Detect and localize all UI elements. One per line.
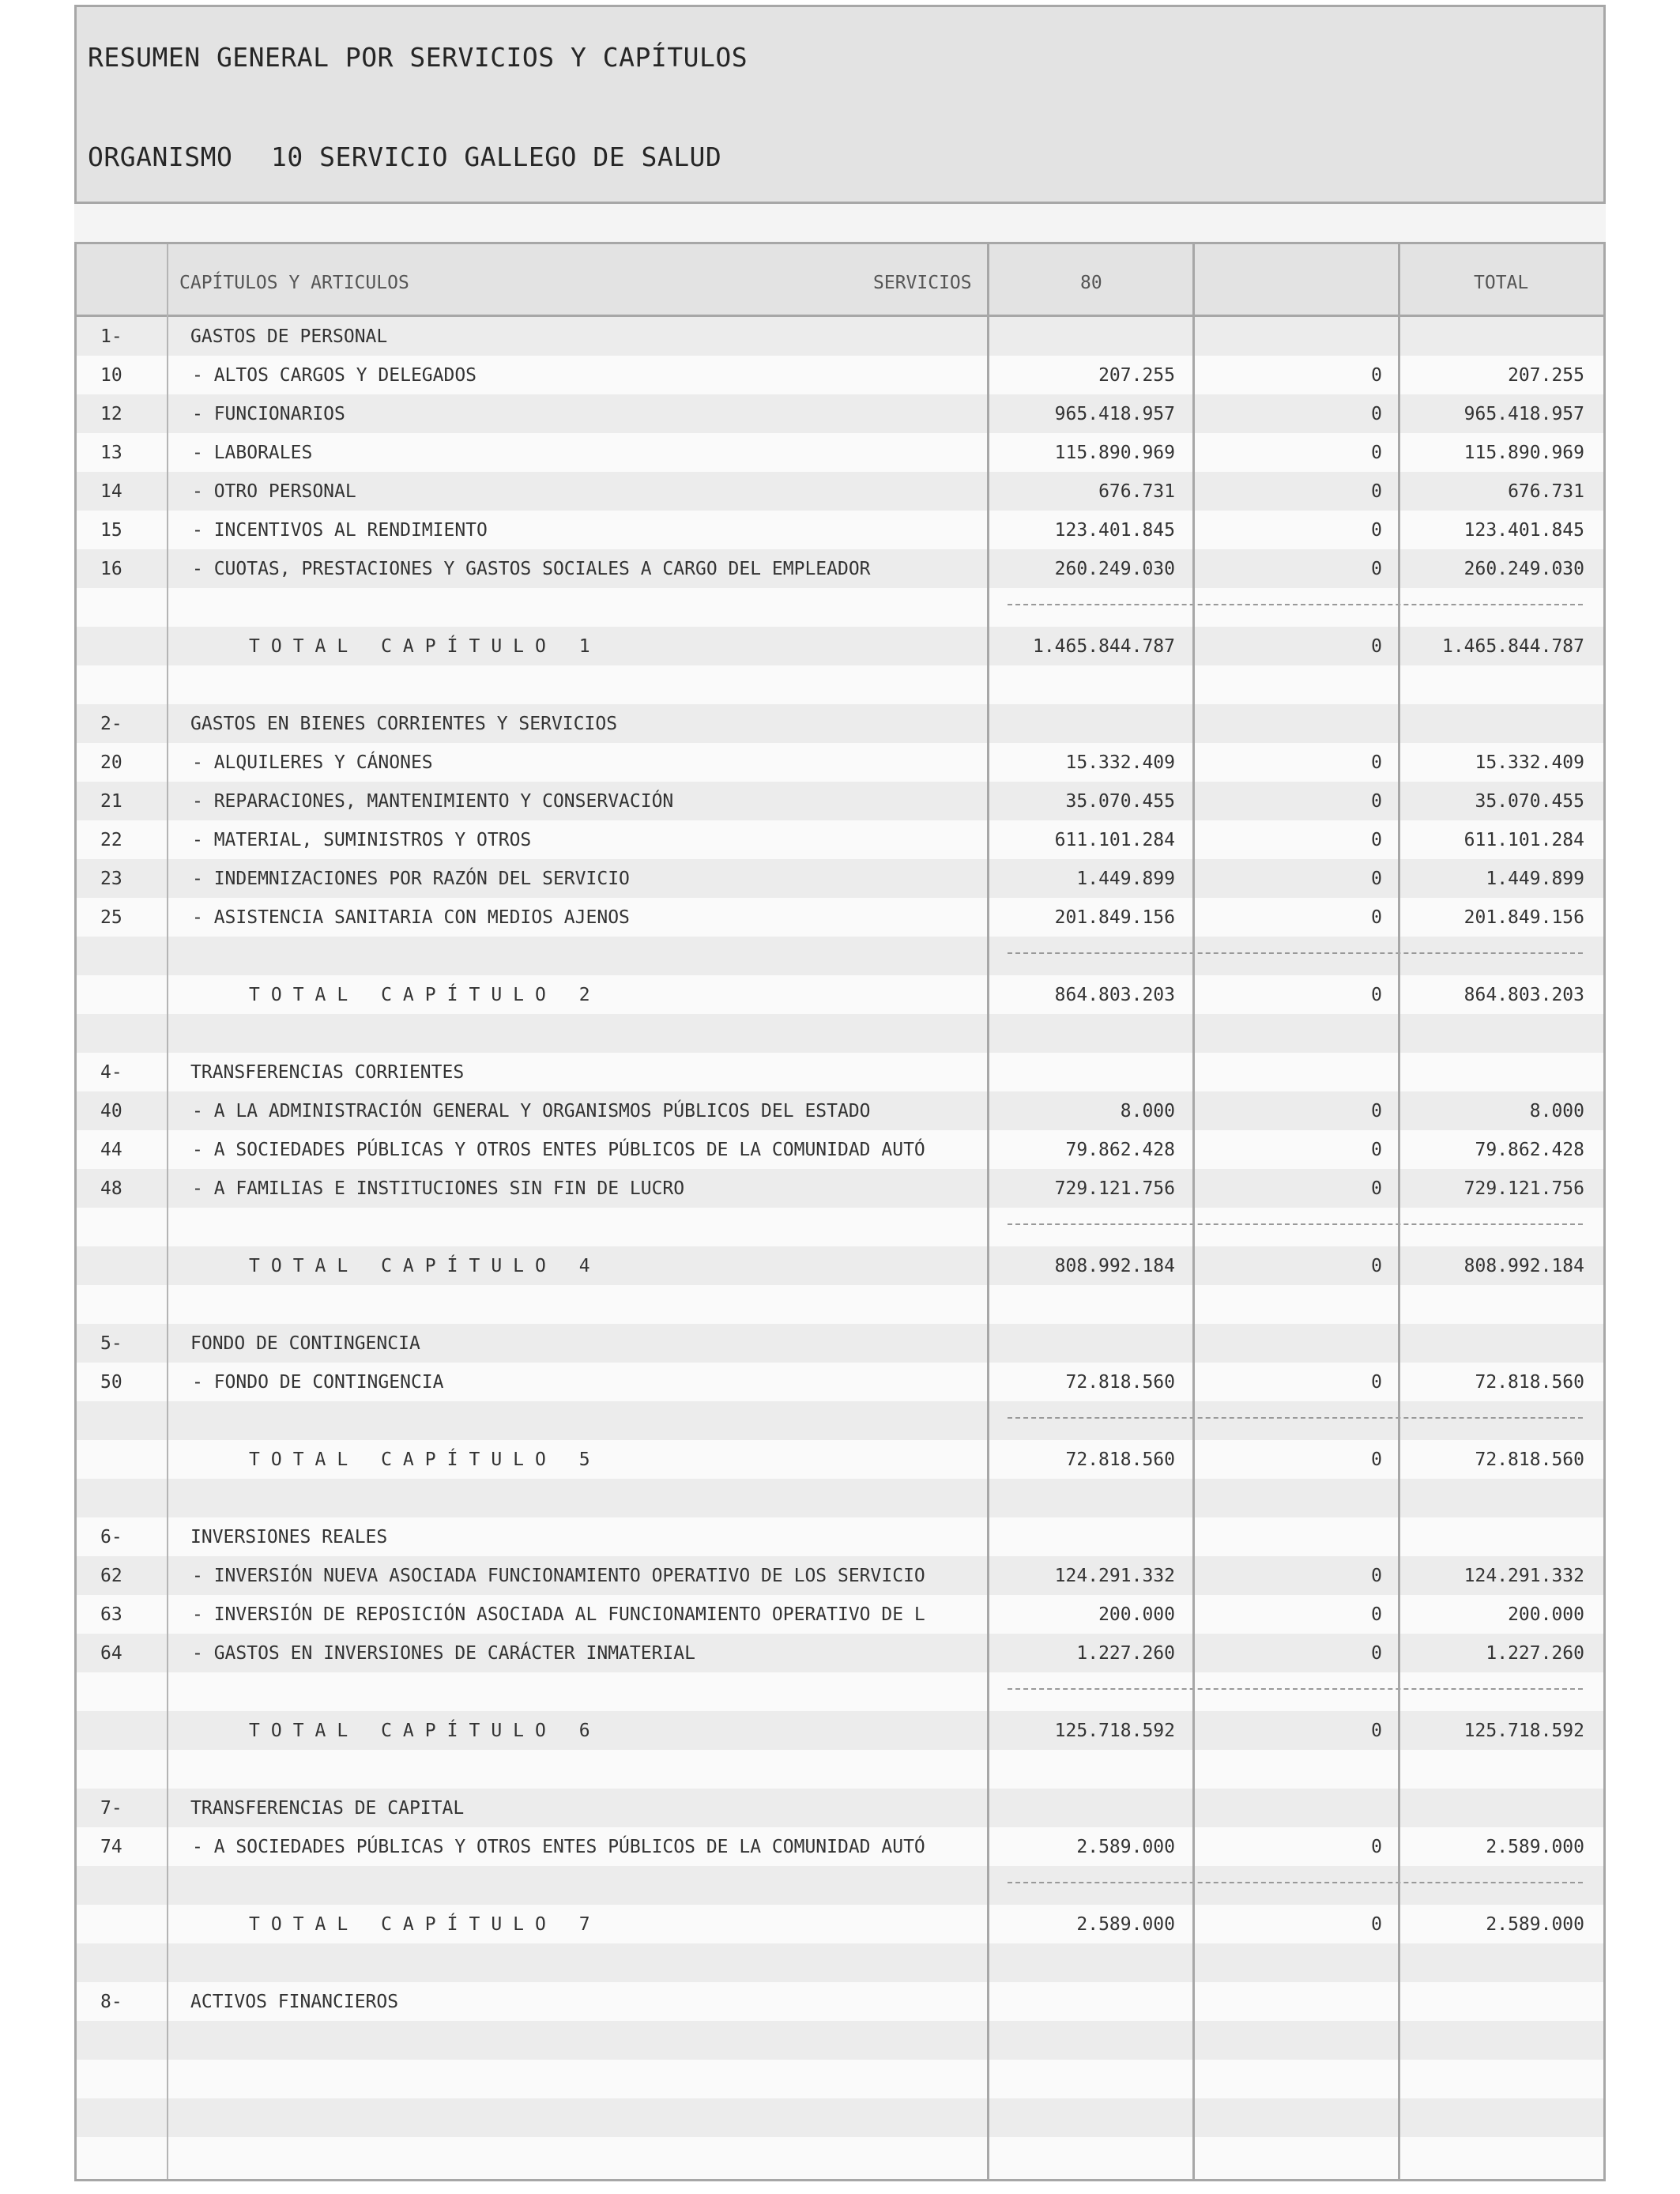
value-empty-service: 0 [1371, 1101, 1382, 1122]
total-empty-service: 0 [1371, 1256, 1382, 1276]
chapter-code: 7- [100, 1798, 122, 1819]
total-empty-service: 0 [1371, 1914, 1382, 1935]
budget-table [74, 242, 1606, 2181]
value-service-80: 201.849.156 [1054, 907, 1175, 928]
total-service-80: 808.992.184 [1054, 1256, 1175, 1276]
article-code: 63 [100, 1604, 122, 1625]
subtotal-separator-row [77, 937, 1603, 975]
article-description: - ALTOS CARGOS Y DELEGADOS [192, 365, 477, 386]
value-service-80: 124.291.332 [1054, 1566, 1175, 1586]
value-service-80: 200.000 [1098, 1604, 1175, 1625]
chapter-total-label: TOTAL CAPÍTULO 4 [249, 1256, 601, 1276]
column-divider [987, 244, 989, 2179]
value-empty-service: 0 [1371, 791, 1382, 812]
total-empty-service: 0 [1371, 1449, 1382, 1470]
article-code: 16 [100, 559, 122, 579]
value-service-80: 1.227.260 [1076, 1643, 1175, 1664]
value-empty-service: 0 [1371, 481, 1382, 502]
total-empty-service: 0 [1371, 636, 1382, 657]
article-code: 21 [100, 791, 122, 812]
column-header-row [77, 244, 1603, 317]
column-header-capitulos: CAPÍTULOS Y ARTICULOS [179, 273, 409, 293]
table-row [77, 1595, 1603, 1634]
chapter-row [77, 1789, 1603, 1827]
chapter-total-row [77, 1246, 1603, 1285]
value-total: 965.418.957 [1463, 404, 1584, 424]
article-description: - MATERIAL, SUMINISTROS Y OTROS [192, 830, 532, 850]
table-row [77, 1169, 1603, 1208]
article-description: - INDEMNIZACIONES POR RAZÓN DEL SERVICIO [192, 869, 630, 889]
value-service-80: 2.589.000 [1076, 1837, 1175, 1857]
chapter-title: GASTOS EN BIENES CORRIENTES Y SERVICIOS [190, 714, 618, 734]
value-service-80: 965.418.957 [1054, 404, 1175, 424]
value-total: 260.249.030 [1463, 559, 1584, 579]
article-description: - A FAMILIAS E INSTITUCIONES SIN FIN DE LUCRO [192, 1178, 685, 1199]
blank-row [77, 2098, 1603, 2137]
column-header-servicios: SERVICIOS [873, 273, 972, 293]
value-empty-service: 0 [1371, 520, 1382, 541]
value-empty-service: 0 [1371, 404, 1382, 424]
article-code: 74 [100, 1837, 122, 1857]
chapter-title: TRANSFERENCIAS CORRIENTES [190, 1062, 465, 1083]
article-code: 44 [100, 1140, 122, 1160]
chapter-row [77, 1982, 1603, 2021]
value-total: 1.449.899 [1486, 869, 1584, 889]
value-empty-service: 0 [1371, 869, 1382, 889]
value-service-80: 729.121.756 [1054, 1178, 1175, 1199]
value-total: 79.862.428 [1475, 1140, 1584, 1160]
article-description: - INVERSIÓN DE REPOSICIÓN ASOCIADA AL FUNCIONAMIENTO OPERATIVO DE L [192, 1604, 925, 1625]
subtotal-separator-row [77, 1208, 1603, 1246]
total-value: 72.818.560 [1475, 1449, 1584, 1470]
column-header-80: 80 [1080, 273, 1102, 293]
value-empty-service: 0 [1371, 559, 1382, 579]
blank-row [77, 1750, 1603, 1789]
chapter-total-label: TOTAL CAPÍTULO 6 [249, 1721, 601, 1741]
blank-row [77, 1943, 1603, 1982]
value-service-80: 611.101.284 [1054, 830, 1175, 850]
dashed-separator [1008, 1417, 1583, 1419]
column-divider [1398, 244, 1400, 2179]
article-description: - INVERSIÓN NUEVA ASOCIADA FUNCIONAMIENTO OPERATIVO DE LOS SERVICIO [192, 1566, 925, 1586]
organismo-label: ORGANISMO [88, 141, 233, 172]
value-service-80: 8.000 [1120, 1101, 1175, 1122]
article-code: 48 [100, 1178, 122, 1199]
total-value: 864.803.203 [1463, 985, 1584, 1005]
article-description: - ALQUILERES Y CÁNONES [192, 752, 433, 773]
article-code: 40 [100, 1101, 122, 1122]
table-row [77, 820, 1603, 859]
chapter-total-label: TOTAL CAPÍTULO 7 [249, 1914, 601, 1935]
table-row [77, 511, 1603, 549]
chapter-total-row [77, 975, 1603, 1014]
blank-row [77, 1014, 1603, 1053]
article-code: 23 [100, 869, 122, 889]
blank-row [77, 1479, 1603, 1517]
value-service-80: 15.332.409 [1065, 752, 1175, 773]
article-description: - ASISTENCIA SANITARIA CON MEDIOS AJENOS [192, 907, 630, 928]
article-description: - OTRO PERSONAL [192, 481, 356, 502]
column-divider [1192, 244, 1195, 2179]
blank-row [77, 2021, 1603, 2060]
table-row [77, 743, 1603, 782]
chapter-title: TRANSFERENCIAS DE CAPITAL [190, 1798, 465, 1819]
value-total: 8.000 [1529, 1101, 1584, 1122]
value-service-80: 35.070.455 [1065, 791, 1175, 812]
chapter-row [77, 317, 1603, 356]
total-empty-service: 0 [1371, 1721, 1382, 1741]
column-divider [167, 244, 168, 2179]
value-empty-service: 0 [1371, 1566, 1382, 1586]
dashed-separator [1008, 604, 1583, 605]
article-description: - FONDO DE CONTINGENCIA [192, 1372, 444, 1393]
organismo-value: 10 SERVICIO GALLEGO DE SALUD [271, 141, 722, 172]
table-row [77, 782, 1603, 820]
report-title: RESUMEN GENERAL POR SERVICIOS Y CAPÍTULOS [88, 42, 748, 73]
chapter-total-row [77, 1905, 1603, 1943]
dashed-separator [1008, 1223, 1583, 1225]
article-description: - GASTOS EN INVERSIONES DE CARÁCTER INMATERIAL [192, 1643, 695, 1664]
value-total: 201.849.156 [1463, 907, 1584, 928]
blank-row [77, 2060, 1603, 2098]
value-empty-service: 0 [1371, 1140, 1382, 1160]
article-code: 14 [100, 481, 122, 502]
value-total: 676.731 [1508, 481, 1584, 502]
value-empty-service: 0 [1371, 1178, 1382, 1199]
total-value: 2.589.000 [1486, 1914, 1584, 1935]
article-description: - LABORALES [192, 443, 313, 463]
total-value: 1.465.844.787 [1441, 636, 1584, 657]
value-empty-service: 0 [1371, 1643, 1382, 1664]
total-service-80: 125.718.592 [1054, 1721, 1175, 1741]
value-total: 115.890.969 [1463, 443, 1584, 463]
header-spacer [74, 204, 1606, 242]
table-row [77, 549, 1603, 588]
chapter-code: 2- [100, 714, 122, 734]
table-row [77, 1091, 1603, 1130]
total-value: 125.718.592 [1463, 1721, 1584, 1741]
value-empty-service: 0 [1371, 1837, 1382, 1857]
value-empty-service: 0 [1371, 365, 1382, 386]
chapter-row [77, 704, 1603, 743]
chapter-code: 6- [100, 1527, 122, 1547]
chapter-title: FONDO DE CONTINGENCIA [190, 1333, 420, 1354]
article-code: 10 [100, 365, 122, 386]
subtotal-separator-row [77, 1401, 1603, 1440]
value-total: 35.070.455 [1475, 791, 1584, 812]
table-body [77, 317, 1603, 2176]
chapter-title: INVERSIONES REALES [190, 1527, 388, 1547]
value-service-80: 207.255 [1098, 365, 1175, 386]
value-total: 123.401.845 [1463, 520, 1584, 541]
blank-row [77, 665, 1603, 704]
article-code: 22 [100, 830, 122, 850]
value-service-80: 72.818.560 [1065, 1372, 1175, 1393]
value-empty-service: 0 [1371, 752, 1382, 773]
value-service-80: 123.401.845 [1054, 520, 1175, 541]
chapter-total-row [77, 1711, 1603, 1750]
table-row [77, 1363, 1603, 1401]
chapter-total-label: TOTAL CAPÍTULO 1 [249, 636, 601, 657]
value-total: 207.255 [1508, 365, 1584, 386]
chapter-total-row [77, 1440, 1603, 1479]
total-service-80: 2.589.000 [1076, 1914, 1175, 1935]
table-row [77, 472, 1603, 511]
chapter-code: 1- [100, 326, 122, 347]
value-total: 611.101.284 [1463, 830, 1584, 850]
blank-row [77, 2137, 1603, 2176]
article-description: - REPARACIONES, MANTENIMIENTO Y CONSERVACIÓN [192, 791, 674, 812]
value-total: 2.589.000 [1486, 1837, 1584, 1857]
article-code: 25 [100, 907, 122, 928]
value-total: 1.227.260 [1486, 1643, 1584, 1664]
value-total: 124.291.332 [1463, 1566, 1584, 1586]
article-code: 12 [100, 404, 122, 424]
subtotal-separator-row [77, 1672, 1603, 1711]
value-service-80: 79.862.428 [1065, 1140, 1175, 1160]
chapter-row [77, 1324, 1603, 1363]
subtotal-separator-row [77, 588, 1603, 627]
article-description: - FUNCIONARIOS [192, 404, 345, 424]
article-code: 15 [100, 520, 122, 541]
total-empty-service: 0 [1371, 985, 1382, 1005]
chapter-total-row [77, 627, 1603, 665]
value-service-80: 115.890.969 [1054, 443, 1175, 463]
dashed-separator [1008, 952, 1583, 954]
table-row [77, 898, 1603, 937]
value-empty-service: 0 [1371, 1604, 1382, 1625]
blank-row [77, 1285, 1603, 1324]
article-description: - A SOCIEDADES PÚBLICAS Y OTROS ENTES PÚBLICOS DE LA COMUNIDAD AUTÓ [192, 1837, 925, 1857]
value-total: 72.818.560 [1475, 1372, 1584, 1393]
table-row [77, 356, 1603, 394]
value-empty-service: 0 [1371, 443, 1382, 463]
total-service-80: 1.465.844.787 [1032, 636, 1175, 657]
chapter-title: ACTIVOS FINANCIEROS [190, 1992, 399, 2012]
report-header [74, 5, 1606, 204]
article-code: 64 [100, 1643, 122, 1664]
article-code: 13 [100, 443, 122, 463]
value-service-80: 1.449.899 [1076, 869, 1175, 889]
table-row [77, 1634, 1603, 1672]
article-description: - A SOCIEDADES PÚBLICAS Y OTROS ENTES PÚBLICOS DE LA COMUNIDAD AUTÓ [192, 1140, 925, 1160]
value-total: 200.000 [1508, 1604, 1584, 1625]
column-header-total: TOTAL [1474, 273, 1529, 293]
chapter-code: 8- [100, 1992, 122, 2012]
chapter-row [77, 1053, 1603, 1091]
chapter-row [77, 1517, 1603, 1556]
dashed-separator [1008, 1882, 1583, 1883]
value-empty-service: 0 [1371, 907, 1382, 928]
value-total: 729.121.756 [1463, 1178, 1584, 1199]
chapter-code: 4- [100, 1062, 122, 1083]
value-service-80: 260.249.030 [1054, 559, 1175, 579]
total-value: 808.992.184 [1463, 1256, 1584, 1276]
article-code: 50 [100, 1372, 122, 1393]
article-description: - INCENTIVOS AL RENDIMIENTO [192, 520, 488, 541]
value-empty-service: 0 [1371, 830, 1382, 850]
article-description: - A LA ADMINISTRACIÓN GENERAL Y ORGANISMOS PÚBLICOS DEL ESTADO [192, 1101, 871, 1122]
article-code: 62 [100, 1566, 122, 1586]
value-total: 15.332.409 [1475, 752, 1584, 773]
table-row [77, 1556, 1603, 1595]
table-row [77, 1827, 1603, 1866]
article-code: 20 [100, 752, 122, 773]
table-row [77, 433, 1603, 472]
chapter-code: 5- [100, 1333, 122, 1354]
subtotal-separator-row [77, 1866, 1603, 1905]
table-row [77, 394, 1603, 433]
value-empty-service: 0 [1371, 1372, 1382, 1393]
total-service-80: 72.818.560 [1065, 1449, 1175, 1470]
chapter-total-label: TOTAL CAPÍTULO 2 [249, 985, 601, 1005]
table-row [77, 1130, 1603, 1169]
article-description: - CUOTAS, PRESTACIONES Y GASTOS SOCIALES A CARGO DEL EMPLEADOR [192, 559, 871, 579]
table-row [77, 859, 1603, 898]
dashed-separator [1008, 1688, 1583, 1690]
value-service-80: 676.731 [1098, 481, 1175, 502]
total-service-80: 864.803.203 [1054, 985, 1175, 1005]
chapter-title: GASTOS DE PERSONAL [190, 326, 388, 347]
chapter-total-label: TOTAL CAPÍTULO 5 [249, 1449, 601, 1470]
